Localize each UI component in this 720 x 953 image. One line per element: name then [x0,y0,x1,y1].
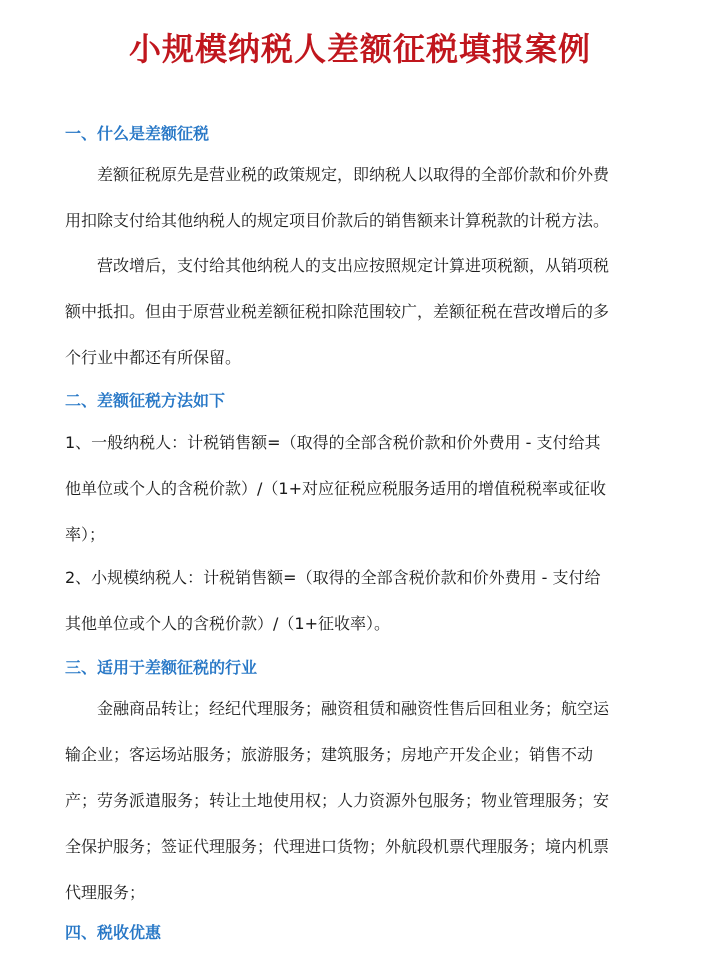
section-heading-2: 二、差额征税方法如下 [65,391,226,410]
paragraph-line: 金融商品转让；经纪代理服务；融资租赁和融资性售后回租业务；航空运 [97,699,610,718]
paragraph-line: 其他单位或个人的含税价款）/（1+征收率）。 [65,614,390,633]
paragraph-line: 代理服务； [65,883,146,902]
paragraph [65,555,665,647]
paragraph-line: 营改增后，支付给其他纳税人的支出应按照规定计算进项税额，从销项税 [97,256,610,275]
paragraph-line: 产；劳务派遣服务；转让土地使用权；人力资源外包服务；物业管理服务；安 [65,791,610,810]
paragraph-line: 率）； [65,525,106,544]
paragraph-line: 2、小规模纳税人：计税销售额=（取得的全部含税价款和价外费用 - 支付给 [65,568,601,587]
paragraph-line: 用扣除支付给其他纳税人的规定项目价款后的销售额来计算税款的计税方法。 [65,211,610,230]
paragraph-line: 差额征税原先是营业税的政策规定，即纳税人以取得的全部价款和价外费 [97,165,610,184]
paragraph-line: 输企业；客运场站服务；旅游服务；建筑服务；房地产开发企业；销售不动 [65,745,594,764]
paragraph [65,243,665,381]
paragraph-line: 全保护服务；签证代理服务；代理进口货物；外航段机票代理服务；境内机票 [65,837,610,856]
paragraph-line: 个行业中都还有所保留。 [65,348,242,367]
section-heading-1: 一、什么是差额征税 [65,124,210,143]
paragraph-line: 额中抵扣。但由于原营业税差额征税扣除范围较广，差额征税在营改增后的多 [65,302,610,321]
paragraph [65,686,665,916]
paragraph-line: 1、一般纳税人：计税销售额=（取得的全部含税价款和价外费用 - 支付给其 [65,433,601,452]
page-title: 小规模纳税人差额征税填报案例 [128,30,591,68]
section-heading-3: 三、适用于差额征税的行业 [65,658,258,677]
section-heading-4: 四、税收优惠 [65,923,162,942]
paragraph [65,420,665,558]
paragraph [65,152,665,244]
paragraph-line: 他单位或个人的含税价款）/（1+对应征税应税服务适用的增值税税率或征收 [65,479,606,498]
